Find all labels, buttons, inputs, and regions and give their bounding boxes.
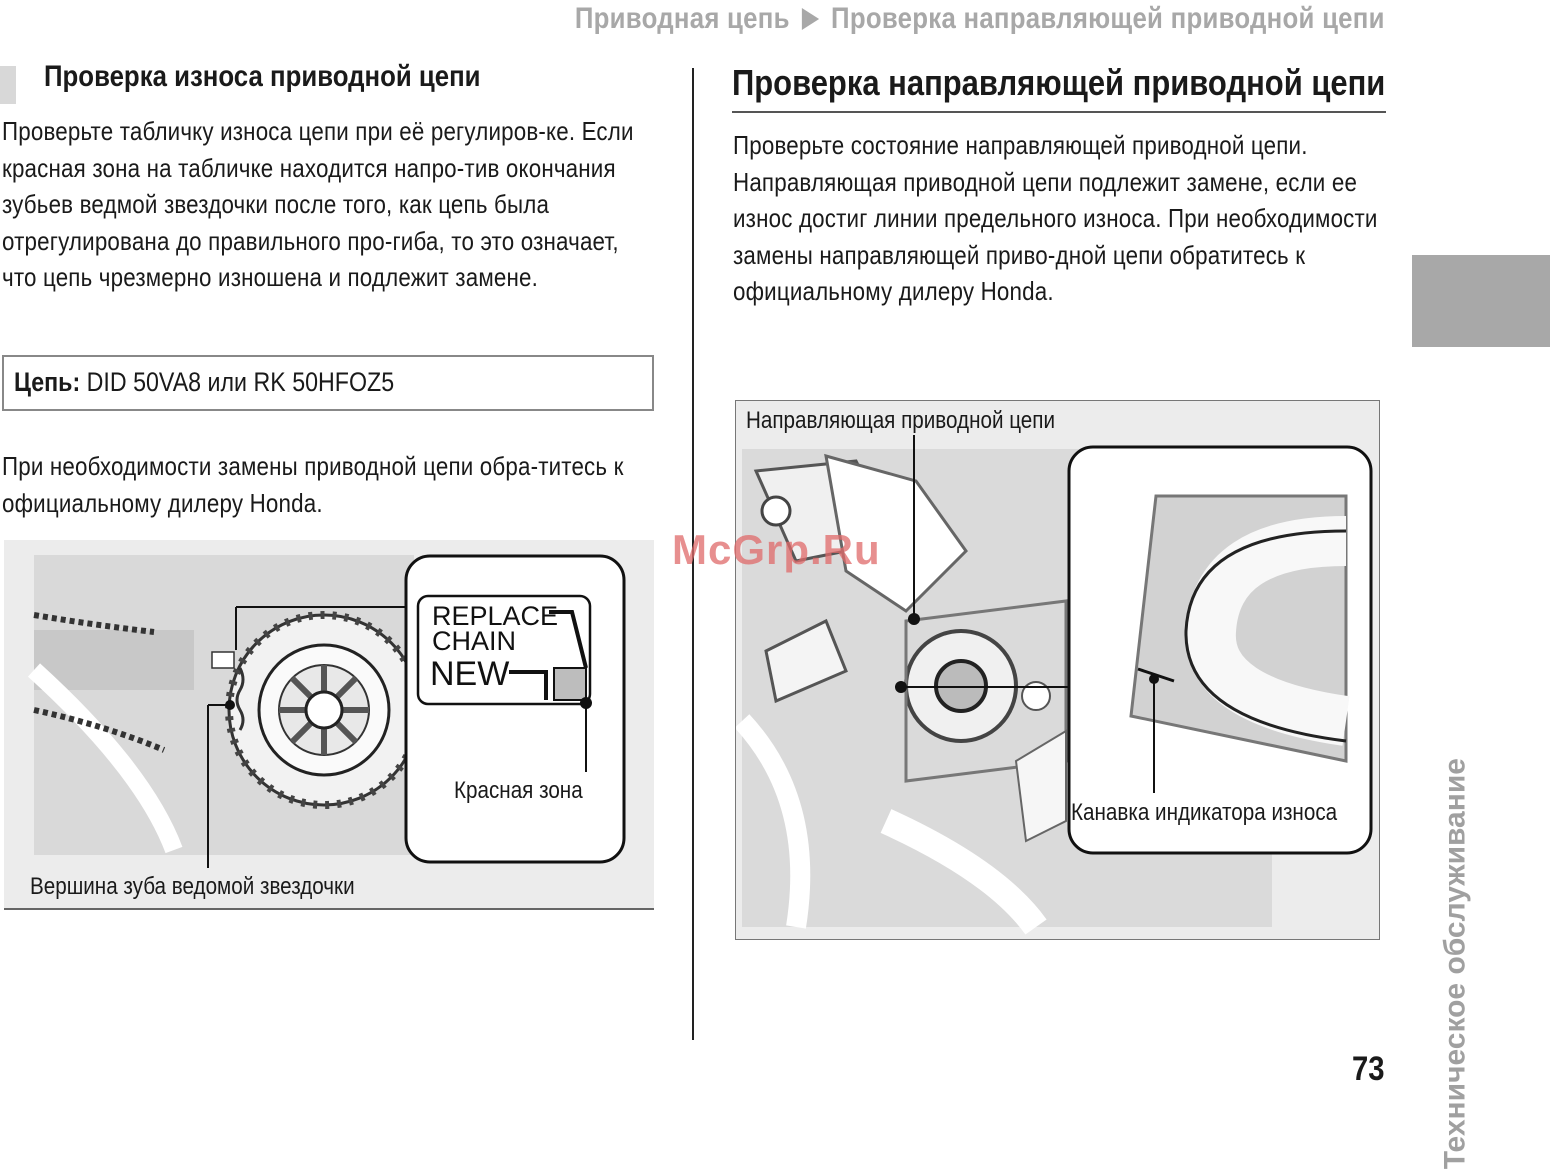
- chapter-tab-text: Техническое обслуживание: [1438, 758, 1471, 1169]
- chain-guide-label: Направляющая приводной цепи: [746, 407, 1055, 434]
- chain-guide-figure: [735, 400, 1380, 940]
- sprocket-tip-label: Вершина зуба ведомой звездочки: [30, 873, 355, 900]
- page-number: 73: [1352, 1050, 1385, 1088]
- header-subsection: Проверка направляющей приводной цепи: [831, 2, 1385, 35]
- heading-underline: [732, 111, 1386, 113]
- sprocket-illustration: [4, 540, 654, 908]
- wear-label-figure: [4, 540, 654, 910]
- heading-marker: [0, 66, 16, 104]
- plate-line-chain: CHAIN: [432, 626, 517, 656]
- plate-line-replace: REPLACE: [432, 601, 559, 631]
- wear-groove-label: Канавка индикатора износа: [1071, 799, 1338, 826]
- guide-check-paragraph: Проверьте состояние направляющей приводной цепи. Направляющая приводной цепи подлежит замене, если ее износ достиг линии предельного износа. При необходимости замены направляющей приво-дной цепи обратитесь к официальному дилеру Honda.: [733, 130, 1378, 306]
- chain-guide-illustration: [736, 401, 1380, 940]
- watermark: McGrp.Ru: [672, 526, 881, 573]
- red-zone-marker: [554, 668, 586, 700]
- left-section-heading: Проверка износа приводной цепи: [44, 60, 481, 93]
- header-section: Приводная цепь: [575, 2, 790, 35]
- header-arrow-icon: [802, 8, 819, 30]
- chain-spec-value: DID 50VA8 или RK 50HFOZ5: [86, 367, 395, 397]
- sprocket-icon: [229, 615, 419, 805]
- chapter-tab: [1412, 255, 1550, 347]
- dealer-paragraph: При необходимости замены приводной цепи обра-титесь к официальному дилеру Honda.: [2, 451, 624, 518]
- right-section-heading: Проверка направляющей приводной цепи: [732, 62, 1386, 103]
- plate-line-new: NEW: [430, 655, 510, 693]
- running-header: [575, 2, 1385, 36]
- wear-check-paragraph: Проверьте табличку износа цепи при её регулиров-ке. Если красная зона на табличке находится напро-тив окончания зубьев ведмой звездочки после того, как цепь была отрегулирована до правильного про-гиба, то это означает, что цепь чрезмерно изношена и подлежит замене.: [2, 116, 634, 292]
- chain-spec-box: [2, 355, 654, 411]
- chapter-tab-label: [1412, 368, 1472, 1169]
- chain-spec-label: Цепь:: [14, 367, 81, 397]
- red-zone-label: Красная зона: [454, 777, 583, 804]
